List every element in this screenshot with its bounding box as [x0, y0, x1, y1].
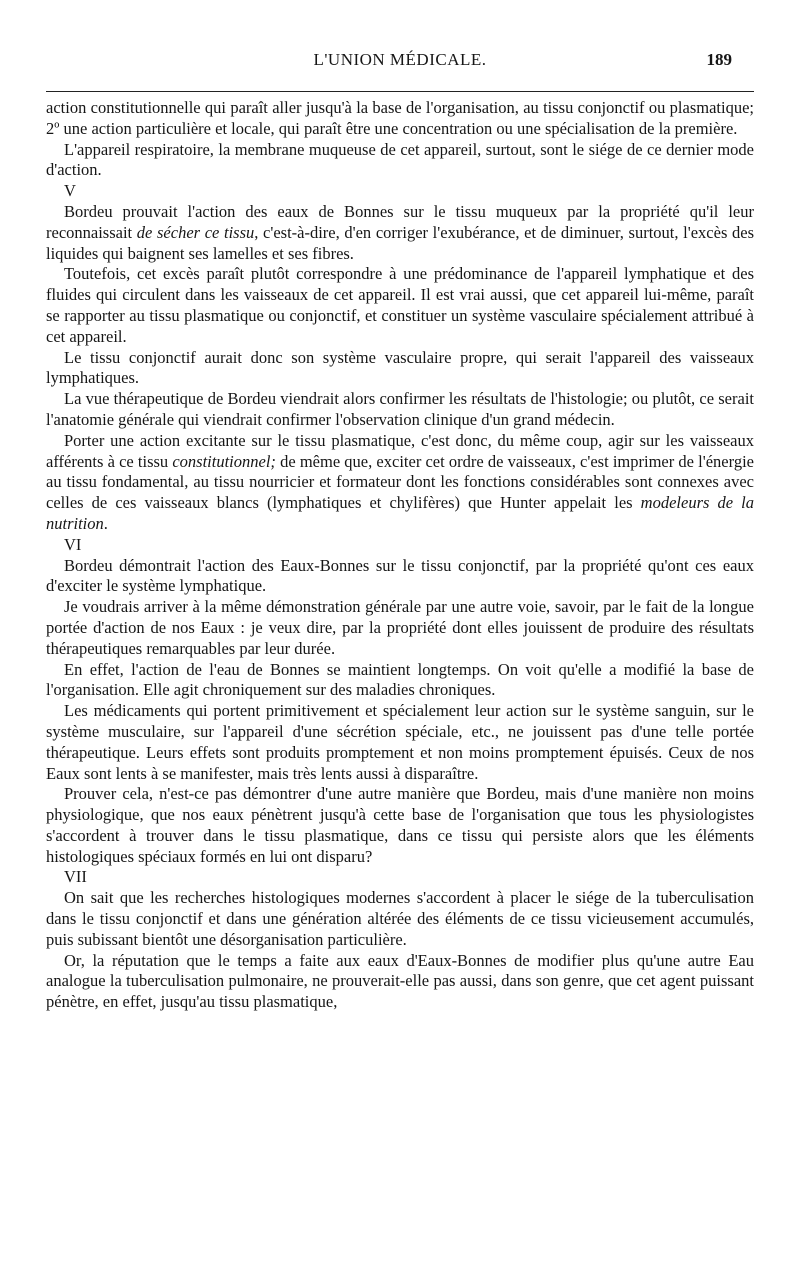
paragraph: action constitutionnelle qui paraît aller jusqu'à la base de l'organisation, au tissu conjonctif ou plasmatique; 2º une action particulière et locale, qui paraît être une concentration ou une spécialisation de la première.	[46, 98, 754, 138]
paragraph	[46, 202, 754, 264]
text-run: Porter une action excitante sur le tissu plasmatique, c'est donc, du même coup, agir sur les vaisseaux afférents à ce tissu	[46, 430, 754, 471]
running-title: L'UNION MÉDICALE.	[313, 50, 487, 69]
paragraph: L'appareil respiratoire, la membrane muqueuse de cet appareil, surtout, sont le siége de ce dernier mode d'action.	[46, 139, 754, 180]
section-heading: VII	[64, 867, 87, 887]
paragraph	[46, 431, 754, 535]
section-heading: VI	[64, 534, 82, 554]
text-run: .	[103, 513, 108, 533]
text-run: de même que, exciter cet ordre de vaisseaux, c'est imprimer de l'énergie au tissu fondamental, au tissu nourricier et formateur dont les fonctions considérables sont connexes avec celles de ces vaisseaux blancs (lymphatiques et chylifères) que Hunter appelait les	[46, 451, 754, 513]
paragraph: Bordeu démontrait l'action des Eaux-Bonnes sur le tissu conjonctif, par la propriété qu'ont ces eaux d'exciter le système lymphatique.	[46, 555, 754, 596]
paragraph: Les médicaments qui portent primitivement et spécialement leur action sur le système sanguin, sur le système musculaire, sur l'appareil d'une sécrétion spéciale, etc., ne jouissent pas d'une telle portée thérapeutique. Leurs effets sont produits promptement et non moins promptement épuisés. Ceux de nos Eaux sont lents à se manifester, mais très lents aussi à disparaître.	[46, 701, 754, 783]
italic-text: de sécher ce tissu	[136, 222, 255, 242]
paragraph: Prouver cela, n'est-ce pas démontrer d'une autre manière que Bordeu, mais d'une manière non moins physiologique, que nos eaux pénètrent jusqu'à cette base de l'organisation que tous les physiologistes s'accordent à trouver dans le tissu plasmatique, dans ce tissu qui persiste alors que les éléments histologiques spéciaux formés en lui ont disparu?	[46, 784, 754, 866]
paragraph: La vue thérapeutique de Bordeu viendrait alors confirmer les résultats de l'histologie; ou plutôt, ce serait l'anatomie générale qui viendrait confirmer l'observation clinique d'un grand médecin.	[46, 389, 754, 429]
italic-text: modeleurs de la nutrition	[46, 493, 755, 533]
page-header	[46, 50, 754, 80]
paragraph: En effet, l'action de l'eau de Bonnes se maintient longtemps. On voit qu'elle a modifié la base de l'organisation. Elle agit chroniquement sur des maladies chroniques.	[46, 659, 754, 700]
italic-text: constitutionnel;	[172, 451, 276, 471]
page-number: 189	[706, 50, 732, 69]
paragraph: Le tissu conjonctif aurait donc son système vasculaire propre, qui serait l'appareil des vaisseaux lymphatiques.	[46, 347, 754, 388]
text-run: , c'est-à-dire, d'en corriger l'exubérance, et de diminuer, surtout, l'excès des liquides qui baignent ses lamelles et ses fibres.	[46, 222, 754, 263]
paragraph: On sait que les recherches histologiques modernes s'accordent à placer le siége de la tuberculisation dans le tissu conjonctif et dans une génération altérée des éléments de ce tissu vicieusement accumulés, puis subissant bientôt une désorganisation particulière.	[46, 888, 754, 949]
paragraph: Or, la réputation que le temps a faite aux eaux d'Eaux-Bonnes de modifier plus qu'une autre Eau analogue la tuberculisation pulmonaire, ne prouverait-elle pas aussi, dans son genre, que cet agent puissant pénètre, en effet, jusqu'au tissu plasmatique,	[46, 950, 754, 1012]
header-rule	[46, 91, 754, 92]
article-body	[46, 98, 754, 1013]
paragraph: Je voudrais arriver à la même démonstration générale par une autre voie, savoir, par le fait de la longue portée d'action de nos Eaux : je veux dire, par la propriété dont elles jouissent de produire des résultats thérapeutiques remarquables par leur durée.	[46, 597, 754, 658]
paragraph: Toutefois, cet excès paraît plutôt correspondre à une prédominance de l'appareil lymphatique et des fluides qui circulent dans les vaisseaux de cet appareil. Il est vrai aussi, que cet appareil lui-même, paraît se rapporter au tissu plasmatique ou conjonctif, et constituer un système vasculaire spécialement attribué à cet appareil.	[46, 264, 754, 346]
text-run: Bordeu prouvait l'action des eaux de Bonnes sur le tissu muqueux par la propriété qu'il leur reconnaissait	[46, 201, 754, 242]
section-heading: V	[64, 181, 76, 201]
